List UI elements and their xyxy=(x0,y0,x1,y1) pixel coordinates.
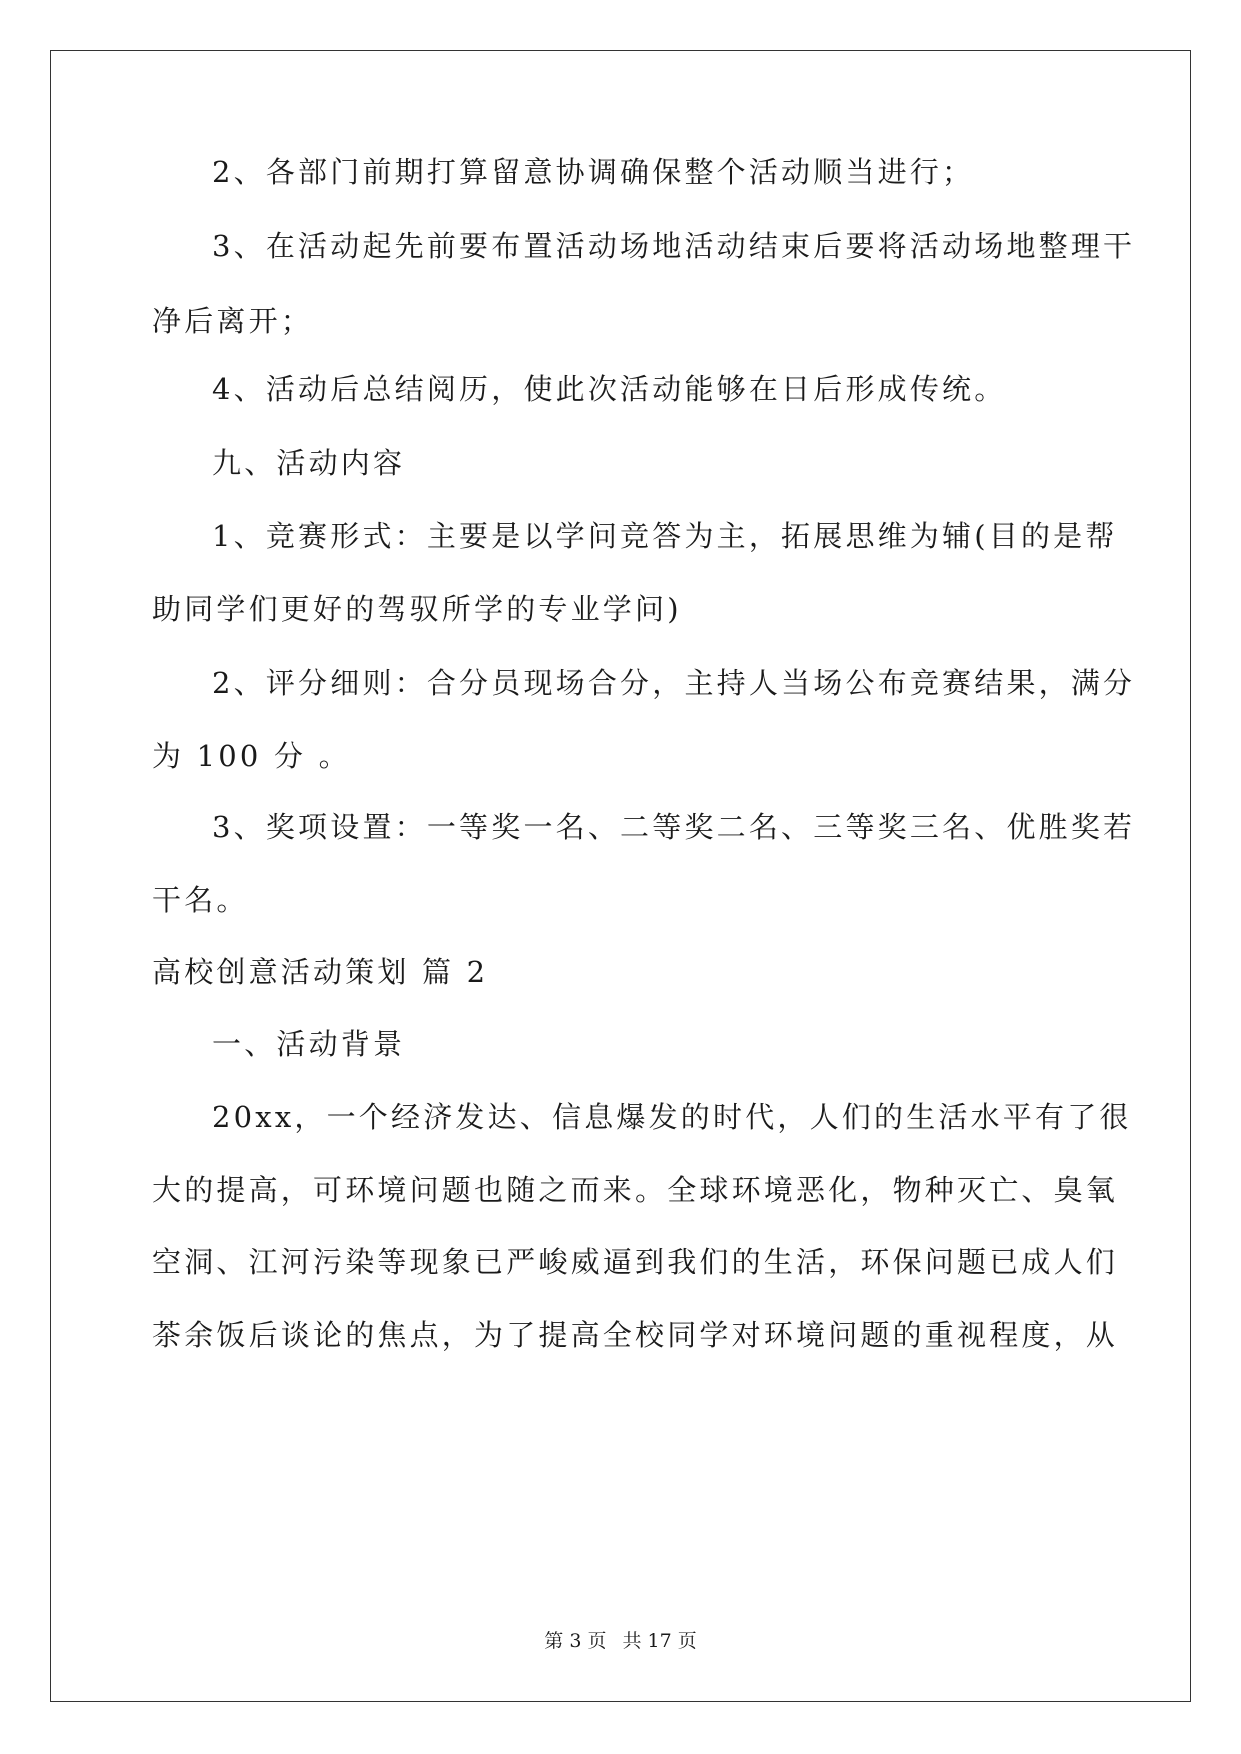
paragraph-line: 茶余饭后谈论的焦点，为了提高全校同学对环境问题的重视程度，从 xyxy=(152,1318,1119,1352)
paragraph-line: 干名。 xyxy=(152,883,249,917)
paragraph-line: 大的提高，可环境问题也随之而来。全球环境恶化，物种灭亡、臭氧 xyxy=(152,1173,1119,1207)
section-heading: 一、活动背景 xyxy=(212,1027,406,1061)
paragraph-line: 2、评分细则：合分员现场合分，主持人当场公布竞赛结果，满分 xyxy=(212,666,1136,700)
page-footer xyxy=(0,1629,1241,1653)
article-title: 高校创意活动策划 篇 2 xyxy=(152,955,489,989)
paragraph-line: 3、在活动起先前要布置活动场地活动结束后要将活动场地整理干 xyxy=(212,229,1136,263)
paragraph-line: 4、活动后总结阅历，使此次活动能够在日后形成传统。 xyxy=(212,372,1007,406)
paragraph-line: 为 100 分 。 xyxy=(152,739,351,773)
section-heading: 九、活动内容 xyxy=(212,446,406,480)
page-number: 第 3 页 xyxy=(544,1630,607,1652)
page-border xyxy=(50,50,1191,1702)
page-total: 共 17 页 xyxy=(622,1630,697,1652)
paragraph-line: 20xx，一个经济发达、信息爆发的时代，人们的生活水平有了很 xyxy=(212,1100,1132,1134)
paragraph-line: 助同学们更好的驾驭所学的专业学问) xyxy=(152,592,682,626)
paragraph-line: 空洞、江河污染等现象已严峻威逼到我们的生活，环保问题已成人们 xyxy=(152,1245,1119,1279)
paragraph-line: 3、奖项设置：一等奖一名、二等奖二名、三等奖三名、优胜奖若 xyxy=(212,810,1136,844)
paragraph-line: 净后离开； xyxy=(152,304,314,338)
paragraph-line: 1、竞赛形式：主要是以学问竞答为主，拓展思维为辅(目的是帮 xyxy=(212,519,1118,553)
paragraph-line: 2、各部门前期打算留意协调确保整个活动顺当进行； xyxy=(212,155,975,189)
